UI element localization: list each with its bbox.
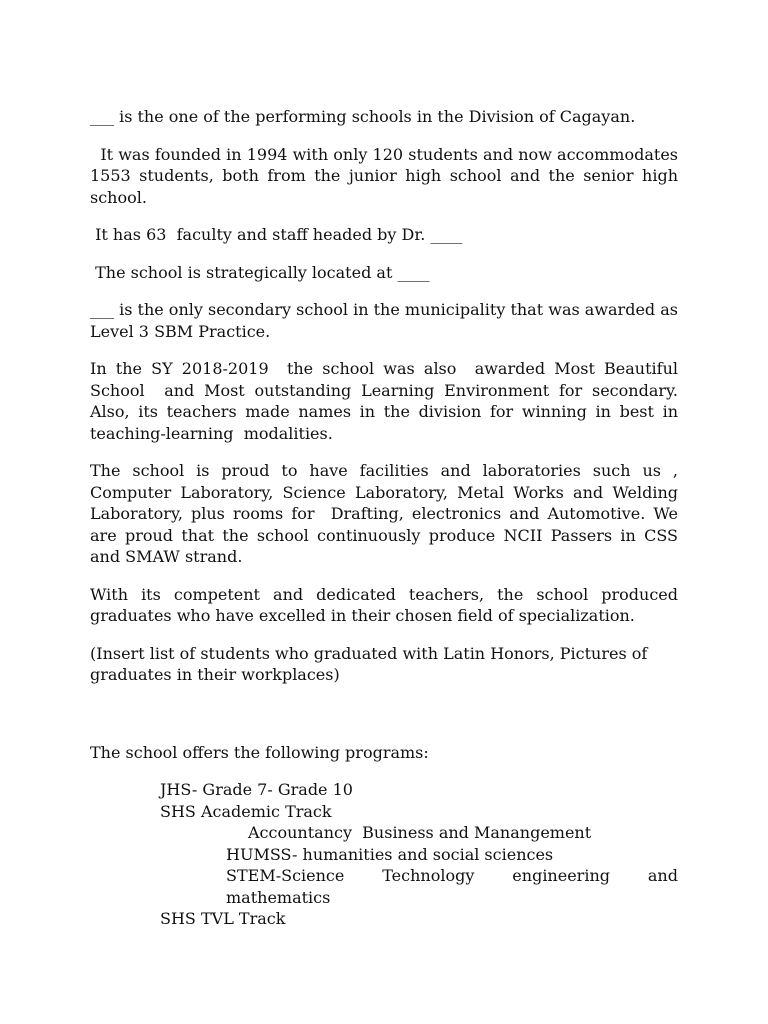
awards-paragraph: In the SY 2018-2019 the school was also awarded Most Beautiful School and Most outstanding Learning Environment for secondary. Also, its teachers made names in the division for winning in best in teaching-learning modalities. <box>90 359 684 443</box>
founding-paragraph: It was founded in 1994 with only 120 students and now accommodates 1553 students, both from the junior high school and the senior high school. <box>90 144 684 207</box>
insert-note-paragraph: (Insert list of students who graduated with Latin Honors, Pictures of graduates in their workplaces) <box>90 643 653 684</box>
program-shs-tvl: SHS TVL Track <box>160 909 286 928</box>
intro-paragraph: ___ is the one of the performing schools in the Division of Cagayan. <box>90 107 636 126</box>
graduates-paragraph: With its competent and dedicated teachers, the school produced graduates who have excelled in their chosen field of specialization. <box>90 584 684 625</box>
program-stem-word: engineering <box>512 866 610 885</box>
program-stem-word: Technology <box>382 866 475 885</box>
program-humss: HUMSS- humanities and social sciences <box>226 844 554 864</box>
program-jhs: JHS- Grade 7- Grade 10 <box>160 780 353 799</box>
program-stem-continued: mathematics <box>226 887 331 907</box>
program-stem <box>90 865 678 887</box>
spacer <box>90 702 678 742</box>
faculty-paragraph: It has 63 faculty and staff headed by Dr. ____ <box>90 225 463 244</box>
program-shs-academic: SHS Academic Track <box>160 801 332 821</box>
document-page <box>90 106 684 930</box>
sbm-paragraph: ___ is the only secondary school in the municipality that was awarded as Level 3 SBM Practice. <box>90 300 684 341</box>
program-abm: Accountancy Business and Manangement <box>248 823 592 842</box>
facilities-paragraph: The school is proud to have facilities and laboratories such us , Computer Laboratory, Science Laboratory, Metal Works and Welding Laboratory, plus rooms for Drafting, electronics and Automotive. We are proud that the school continuously produce NCII Passers in CSS and SMAW strand. <box>90 461 684 566</box>
programs-intro: The school offers the following programs: <box>90 742 429 762</box>
program-stem-word: STEM-Science <box>226 866 345 885</box>
programs-list <box>90 779 678 930</box>
location-paragraph: The school is strategically located at ____ <box>90 262 430 282</box>
program-stem-word: and <box>647 866 678 885</box>
